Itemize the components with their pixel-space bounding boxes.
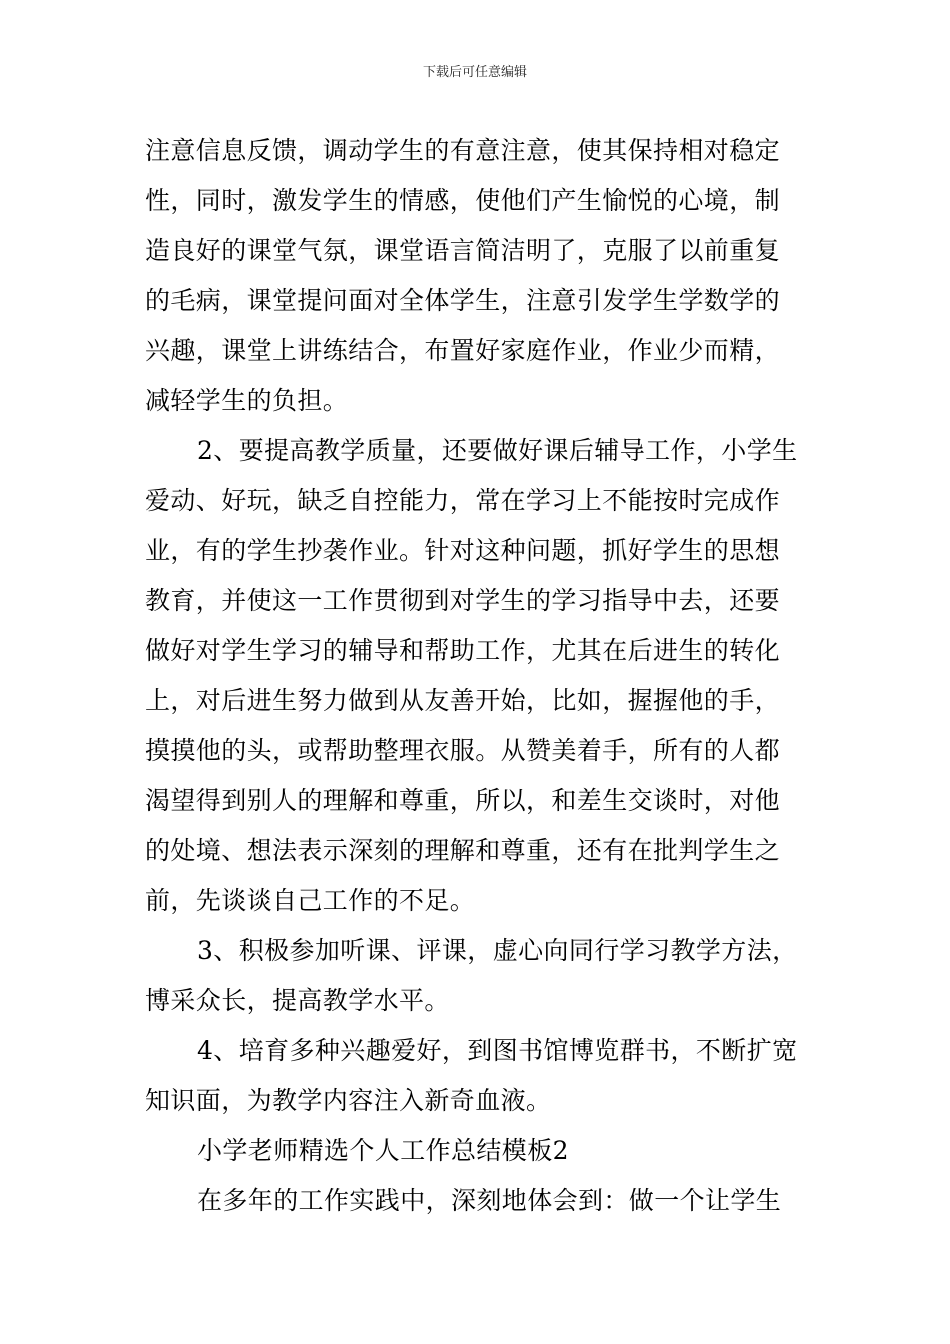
text-line: 博采众长，提高教学水平。 — [145, 986, 450, 1015]
text-line: 渴望得到别人的理解和尊重，所以，和差生交谈时，对他 — [145, 786, 781, 815]
section-heading: 小学老师精选个人工作总结模板2 — [197, 1136, 569, 1165]
paragraph-start-line: 在多年的工作实践中，深刻地体会到：做一个让学生 — [197, 1186, 782, 1215]
text-line: 减轻学生的负担。 — [145, 386, 349, 415]
text-line: 业，有的学生抄袭作业。针对这种问题，抓好学生的思想 — [145, 536, 781, 565]
text-line: 上，对后进生努力做到从友善开始，比如，握握他的手， — [145, 686, 781, 715]
text-line: 性，同时，激发学生的情感，使他们产生愉悦的心境，制 — [145, 186, 781, 215]
text-line: 教育，并使这一工作贯彻到对学生的学习指导中去，还要 — [145, 586, 781, 615]
text-line: 爱动、好玩，缺乏自控能力，常在学习上不能按时完成作 — [145, 486, 781, 515]
paragraph-start-line: 3、积极参加听课、评课，虚心向同行学习教学方法， — [197, 936, 798, 965]
text-line: 的处境、想法表示深刻的理解和尊重，还有在批判学生之 — [145, 836, 781, 865]
text-line: 前，先谈谈自己工作的不足。 — [145, 886, 476, 915]
text-line: 的毛病，课堂提问面对全体学生，注意引发学生学数学的 — [145, 286, 781, 315]
document-body — [145, 126, 807, 1226]
text-line: 注意信息反馈，调动学生的有意注意，使其保持相对稳定 — [145, 136, 781, 165]
text-line: 知识面，为教学内容注入新奇血液。 — [145, 1086, 552, 1115]
page-header: 下载后可任意编辑 — [422, 65, 527, 80]
text-line: 兴趣，课堂上讲练结合，布置好家庭作业，作业少而精， — [145, 336, 781, 365]
text-line: 摸摸他的头，或帮助整理衣服。从赞美着手，所有的人都 — [145, 736, 781, 765]
text-line: 造良好的课堂气氛，课堂语言简洁明了，克服了以前重复 — [145, 236, 781, 265]
text-line: 做好对学生学习的辅导和帮助工作，尤其在后进生的转化 — [145, 636, 781, 665]
paragraph-start-line: 2、要提高教学质量，还要做好课后辅导工作，小学生 — [197, 436, 798, 465]
paragraph-start-line: 4、培育多种兴趣爱好，到图书馆博览群书，不断扩宽 — [197, 1036, 798, 1065]
